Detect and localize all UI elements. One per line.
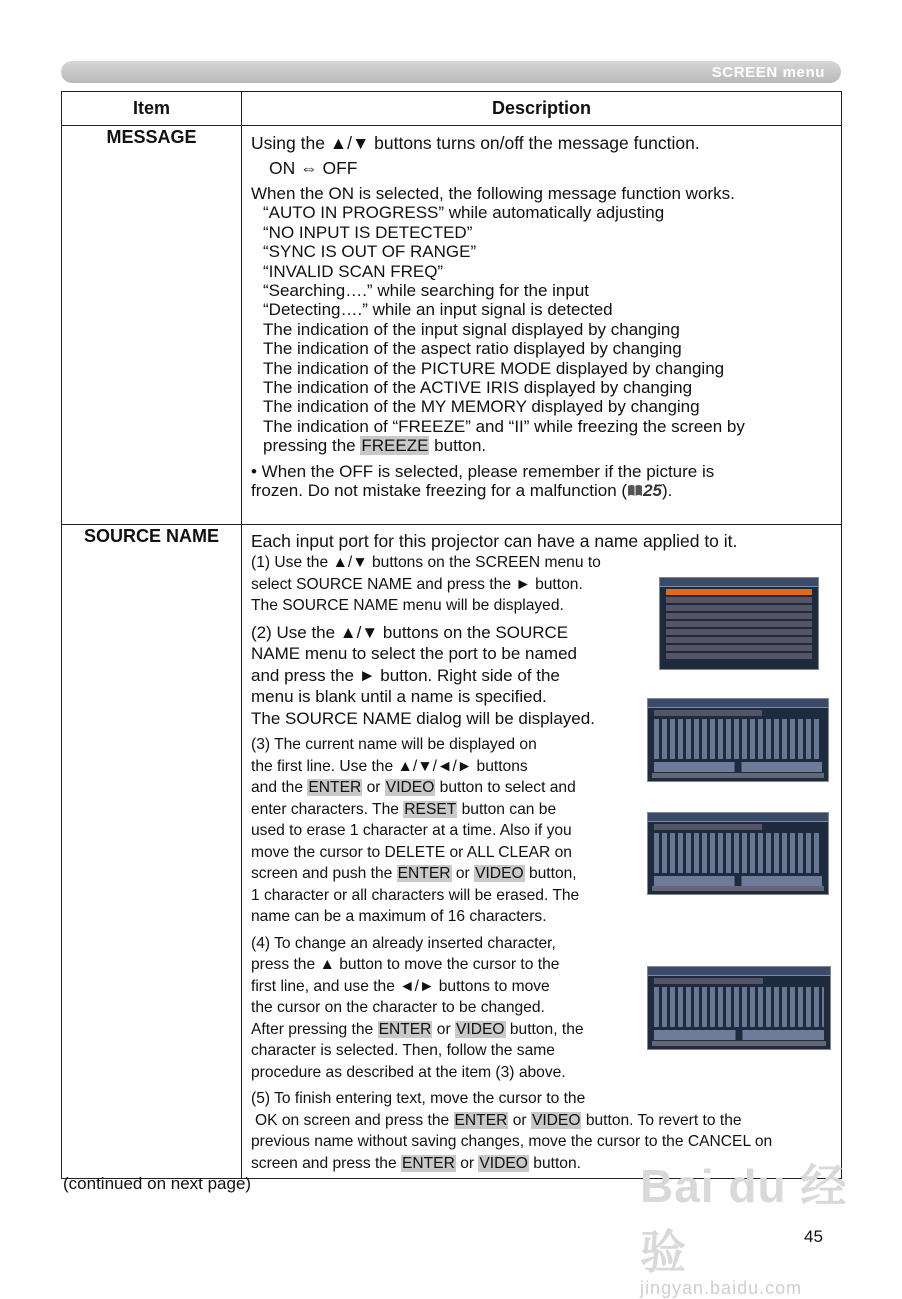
text-span: screen and push the bbox=[251, 865, 393, 882]
section-header-bar bbox=[61, 61, 841, 83]
text-span: button. To revert to the bbox=[585, 1111, 742, 1129]
text-line: (2) Use the ▲/▼ buttons on the SOURCE bbox=[251, 622, 569, 642]
text-span: ). bbox=[661, 481, 673, 501]
text-line: The indication of the ACTIVE IRIS displayed by changing bbox=[263, 378, 693, 398]
section-title: SCREEN menu bbox=[711, 64, 825, 81]
continued-note: (continued on next page) bbox=[63, 1174, 252, 1193]
video-button-label: VIDEO bbox=[479, 1154, 528, 1172]
page-number: 45 bbox=[804, 1227, 823, 1246]
text-line: When the ON is selected, the following message function works. bbox=[251, 184, 735, 203]
text-line: press the ▲ button to move the cursor to the bbox=[251, 956, 560, 973]
text-span: button, bbox=[528, 865, 577, 882]
text-line: the cursor on the character to be changed. bbox=[251, 999, 545, 1016]
text-line: “NO INPUT IS DETECTED” bbox=[263, 222, 473, 242]
text-line: The indication of the input signal displayed by changing bbox=[263, 319, 680, 339]
video-button-label: VIDEO bbox=[475, 865, 524, 882]
watermark-text: Bai du 经验 bbox=[640, 1160, 848, 1278]
text-span: pressing the bbox=[263, 436, 356, 456]
text-span: button to select and bbox=[439, 779, 576, 796]
text-span: button. bbox=[434, 436, 487, 456]
text-line: NAME menu to select the port to be named bbox=[251, 644, 578, 663]
description-message bbox=[242, 126, 842, 525]
source-name-menu-screenshot bbox=[659, 577, 819, 670]
enter-button-label: ENTER bbox=[378, 1020, 432, 1038]
text-line: name can be a maximum of 16 characters. bbox=[251, 908, 547, 925]
text-span: button can be bbox=[461, 800, 557, 818]
text-span: screen and press the bbox=[251, 1154, 397, 1172]
text-line bbox=[251, 436, 833, 455]
text-line: “Searching….” while searching for the input bbox=[263, 281, 589, 301]
text-line: The indication of “FREEZE” and “II” while freezing the screen by bbox=[263, 416, 745, 436]
text-line: The SOURCE NAME menu will be displayed. bbox=[251, 597, 564, 614]
table-header-row bbox=[62, 92, 842, 126]
video-button-label: VIDEO bbox=[385, 779, 435, 796]
enter-button-label: ENTER bbox=[454, 1111, 508, 1129]
source-name-dialog-screenshot-2 bbox=[647, 812, 829, 895]
table-row-message bbox=[62, 126, 842, 525]
item-source-name: SOURCE NAME bbox=[62, 525, 242, 1179]
description-source-name bbox=[242, 525, 842, 1179]
watermark-url: jingyan.baidu.com bbox=[640, 1278, 803, 1298]
text-line: (4) To change an already inserted character, bbox=[251, 934, 556, 952]
text-line: menu is blank until a name is specified. bbox=[251, 687, 547, 706]
text-line: used to erase 1 character at a time. Also if you bbox=[251, 822, 572, 839]
text-line bbox=[251, 1110, 833, 1132]
text-line: “Detecting….” while an input signal is detected bbox=[263, 300, 613, 320]
text-line: The SOURCE NAME dialog will be displayed. bbox=[251, 708, 595, 728]
text-line: • When the OFF is selected, please remember if the picture is bbox=[251, 461, 715, 481]
text-line: The indication of the MY MEMORY displayed by changing bbox=[263, 397, 700, 417]
freeze-button-label: FREEZE bbox=[361, 436, 429, 456]
source-name-dialog-screenshot-3 bbox=[647, 966, 831, 1050]
text-line: select SOURCE NAME and press the ► button. bbox=[251, 575, 583, 593]
text-span: or bbox=[366, 779, 381, 796]
screen-menu-table bbox=[61, 91, 842, 1179]
text-line: (3) The current name will be displayed on bbox=[251, 736, 537, 753]
text-span: After pressing the bbox=[251, 1020, 374, 1038]
page-reference: 25 bbox=[643, 481, 662, 501]
source-name-dialog-screenshot-1 bbox=[647, 698, 829, 782]
text-line: “SYNC IS OUT OF RANGE” bbox=[263, 242, 477, 262]
text-span: and the bbox=[251, 779, 304, 796]
text-line: Each input port for this projector can have a name applied to it. bbox=[251, 531, 738, 551]
text-line: move the cursor to DELETE or ALL CLEAR on bbox=[251, 843, 572, 861]
column-header-item: Item bbox=[62, 92, 242, 126]
text-line bbox=[251, 481, 833, 500]
reset-button-label: RESET bbox=[404, 800, 457, 818]
column-header-description: Description bbox=[242, 92, 842, 126]
text-span: OK on screen and press the bbox=[255, 1111, 450, 1129]
text-line: first line, and use the ◄/► buttons to move bbox=[251, 977, 550, 995]
text-line: character is selected. Then, follow the same bbox=[251, 1042, 555, 1059]
text-line: The indication of the aspect ratio displayed by changing bbox=[263, 339, 682, 359]
text-span: or bbox=[460, 1154, 475, 1172]
text-span: button. bbox=[533, 1154, 581, 1172]
text-span: or bbox=[436, 1020, 451, 1038]
text-line: procedure as described at the item (3) above. bbox=[251, 1063, 566, 1081]
text-line: ON ⇔ OFF bbox=[269, 158, 358, 178]
text-span: or bbox=[512, 1111, 527, 1129]
enter-button-label: ENTER bbox=[308, 779, 362, 796]
book-icon bbox=[627, 481, 643, 500]
text-span: enter characters. The bbox=[251, 800, 399, 818]
text-line: (1) Use the ▲/▼ buttons on the SCREEN menu to bbox=[251, 554, 601, 571]
text-line: “AUTO IN PROGRESS” while automatically adjusting bbox=[263, 203, 665, 223]
text-line: and press the ► button. Right side of the bbox=[251, 665, 560, 685]
enter-button-label: ENTER bbox=[401, 1154, 455, 1172]
text-line: previous name without saving changes, move the cursor to the CANCEL on bbox=[251, 1133, 773, 1150]
text-span: frozen. Do not mistake freezing for a malfunction ( bbox=[251, 481, 628, 501]
text-line: “INVALID SCAN FREQ” bbox=[263, 261, 444, 281]
video-button-label: VIDEO bbox=[531, 1111, 581, 1129]
text-line: (5) To finish entering text, move the cursor to the bbox=[251, 1090, 586, 1107]
video-button-label: VIDEO bbox=[455, 1020, 505, 1038]
text-line: The indication of the PICTURE MODE displayed by changing bbox=[263, 358, 725, 378]
text-span: button, the bbox=[509, 1020, 584, 1038]
text-span: or bbox=[455, 865, 470, 882]
text-line: the first line. Use the ▲/▼/◄/► buttons bbox=[251, 757, 528, 775]
text-line: 1 character or all characters will be erased. The bbox=[251, 886, 580, 904]
text-line: Using the ▲/▼ buttons turns on/off the message function. bbox=[251, 133, 700, 153]
item-message: MESSAGE bbox=[62, 126, 242, 525]
enter-button-label: ENTER bbox=[397, 865, 451, 882]
table-row-source-name bbox=[62, 525, 842, 1179]
